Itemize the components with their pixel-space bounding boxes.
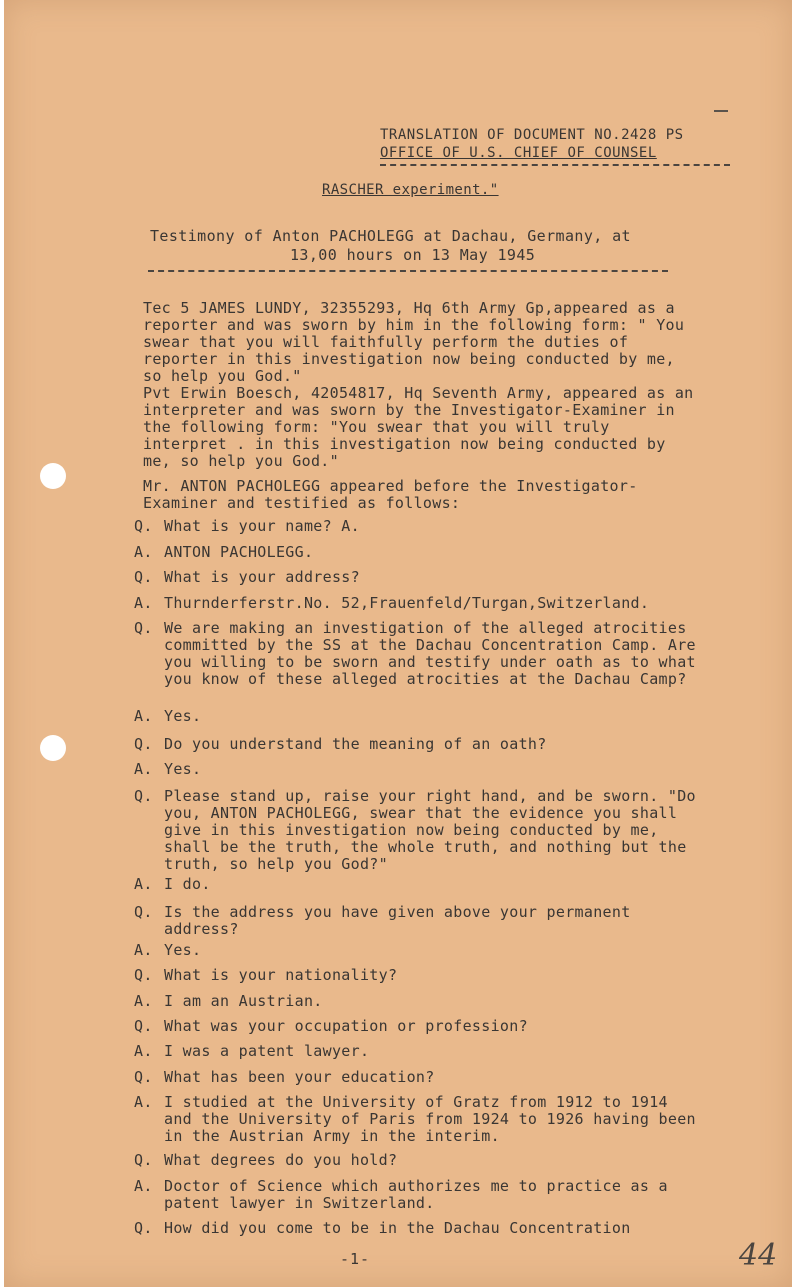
qa-tag: A. [134, 1042, 153, 1060]
section-divider [148, 270, 668, 272]
qa-item [134, 1094, 704, 1145]
document-header [380, 126, 730, 166]
qa-text: What degrees do you hold? [164, 1151, 398, 1169]
qa-tag: Q. [134, 517, 153, 535]
qa-text: What is your name? A. [164, 517, 360, 535]
header-rule [380, 164, 730, 166]
paragraph-interpreter: Pvt Erwin Boesch, 42054817, Hq Seventh Army, appeared as an interpreter and was sworn by the Investigator-Examiner in the following form: "You swear that you will truly interpret . in this investigation now being conducted by me, so help you God." [143, 384, 694, 470]
qa-tag: A. [134, 875, 153, 893]
testimony-line-2: 13,00 hours on 13 May 1945 [290, 246, 536, 264]
margin-mark [714, 110, 728, 112]
qa-item [134, 736, 704, 753]
qa-tag: A. [134, 594, 153, 612]
qa-text: How did you come to be in the Dachau Concentration [164, 1219, 631, 1237]
qa-text: I studied at the University of Gratz from 1912 to 1914 and the University of Paris from 1924 to 1926 having been in the Austrian Army in the interim. [164, 1093, 696, 1145]
document-page [4, 0, 792, 1287]
header-line-2: OFFICE OF U.S. CHIEF OF COUNSEL [380, 145, 657, 161]
paragraph-reporter: Tec 5 JAMES LUNDY, 32355293, Hq 6th Army Gp,appeared as a reporter and was sworn by him in the following form: " You swear that you will faithfully perform the duties of reporter in this investigation now being conducted by me, so help you God." [143, 299, 685, 385]
page-number: -1- [340, 1250, 371, 1268]
qa-tag: Q. [134, 735, 153, 753]
qa-item [134, 1043, 704, 1060]
qa-item [134, 761, 704, 778]
qa-item [134, 904, 704, 938]
qa-tag: A. [134, 1093, 153, 1111]
qa-tag: Q. [134, 787, 153, 805]
qa-tag: A. [134, 543, 153, 561]
qa-item [134, 708, 704, 725]
qa-text: What is your nationality? [164, 966, 398, 984]
qa-text: Yes. [164, 941, 202, 959]
qa-item [134, 518, 704, 535]
qa-tag: Q. [134, 619, 153, 637]
qa-tag: Q. [134, 568, 153, 586]
header-line-1: TRANSLATION OF DOCUMENT NO.2428 PS [380, 127, 684, 143]
qa-tag: A. [134, 941, 153, 959]
punch-hole-top [40, 463, 66, 489]
testimony-line-1: Testimony of Anton PACHOLEGG at Dachau, Germany, at [150, 227, 631, 245]
qa-text: I do. [164, 875, 211, 893]
qa-text: What was your occupation or profession? [164, 1017, 528, 1035]
qa-item [134, 788, 704, 873]
qa-text: What is your address? [164, 568, 360, 586]
qa-text: I am an Austrian. [164, 992, 323, 1010]
qa-item [134, 876, 704, 893]
qa-item [134, 1220, 704, 1237]
qa-tag: Q. [134, 1219, 153, 1237]
qa-item [134, 1152, 704, 1169]
qa-text: ANTON PACHOLEGG. [164, 543, 314, 561]
qa-item [134, 967, 704, 984]
document-title: RASCHER experiment." [322, 182, 499, 198]
qa-item [134, 993, 704, 1010]
qa-tag: Q. [134, 1017, 153, 1035]
qa-item [134, 595, 704, 612]
qa-text: What has been your education? [164, 1068, 435, 1086]
qa-tag: A. [134, 992, 153, 1010]
qa-text: Is the address you have given above your permanent address? [164, 903, 631, 938]
qa-text: I was a patent lawyer. [164, 1042, 370, 1060]
handwritten-number: 44 [739, 1238, 778, 1273]
qa-text: We are making an investigation of the alleged atrocities committed by the SS at the Dachau Concentration Camp. Are you willing to be sworn and testify under oath as to what you know of these alleged atrocities at the Dachau Camp? [164, 619, 696, 688]
qa-item [134, 544, 704, 561]
paragraph-witness: Mr. ANTON PACHOLEGG appeared before the Investigator-Examiner and testified as follows: [143, 477, 638, 512]
qa-tag: Q. [134, 903, 153, 921]
qa-item [134, 620, 704, 688]
qa-tag: A. [134, 707, 153, 725]
qa-text: Yes. [164, 707, 202, 725]
qa-item [134, 1069, 704, 1086]
qa-tag: Q. [134, 966, 153, 984]
qa-item [134, 569, 704, 586]
qa-tag: A. [134, 1177, 153, 1195]
qa-tag: Q. [134, 1068, 153, 1086]
qa-item [134, 1018, 704, 1035]
testimony-heading [150, 227, 670, 265]
qa-text: Yes. [164, 760, 202, 778]
qa-text: Doctor of Science which authorizes me to practice as a patent lawyer in Switzerland. [164, 1177, 668, 1212]
qa-text: Thurnderferstr.No. 52,Frauenfeld/Turgan,Switzerland. [164, 594, 650, 612]
qa-text: Do you understand the meaning of an oath? [164, 735, 547, 753]
qa-text: Please stand up, raise your right hand, and be sworn. "Do you, ANTON PACHOLEGG, swear that the evidence you shall give in this investigation now being conducted by me, shall be the truth, the whole truth, and nothing but the truth, so help you God?" [164, 787, 696, 873]
qa-tag: Q. [134, 1151, 153, 1169]
punch-hole-bottom [40, 735, 66, 761]
qa-item [134, 1178, 704, 1212]
qa-tag: A. [134, 760, 153, 778]
qa-item [134, 942, 704, 959]
